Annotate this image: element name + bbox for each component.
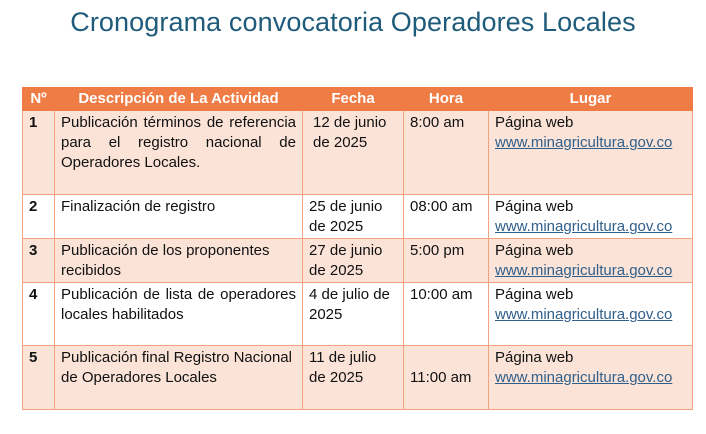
row-place [489,111,693,195]
row-time: 5:00 pm [404,239,489,283]
page-title: Cronograma convocatoria Operadores Locales [70,7,636,37]
website-link[interactable]: www.minagricultura.gov.co [495,262,673,279]
row-date: 11 de julio de 2025 [303,346,404,410]
row-date: 4 de julio de 2025 [303,283,404,346]
row-place [489,346,693,410]
row-description: Finalización de registro [55,195,303,239]
row-place [489,283,693,346]
row-description: Publicación términos de referencia para el registro nacional de Operadores Locales. [55,111,303,195]
table-row [23,346,693,410]
column-header-time: Hora [404,88,489,111]
row-date [303,111,404,195]
cell-spacer [410,348,482,368]
column-header-description: Descripción de La Actividad [55,88,303,111]
row-place-label: Página web [495,198,574,215]
row-time: 8:00 am [404,111,489,195]
table-header-row [23,88,693,111]
row-date: 27 de junio de 2025 [303,239,404,283]
table-row [23,283,693,346]
row-date: 25 de junio de 2025 [303,195,404,239]
row-place-label: Página web [495,349,574,366]
table-row [23,111,693,195]
row-time-text: 11:00 am [410,369,472,386]
website-link[interactable]: www.minagricultura.gov.co [495,306,673,323]
column-header-number: Nº [23,88,55,111]
row-place [489,195,693,239]
table-row [23,195,693,239]
row-date-text: 12 de junio de 2025 [313,114,387,151]
website-link[interactable]: www.minagricultura.gov.co [495,218,673,235]
row-time [404,346,489,410]
row-number: 1 [23,111,55,195]
row-description: Publicación final Registro Nacional de Operadores Locales [55,346,303,410]
column-header-date: Fecha [303,88,404,111]
schedule-table [22,87,693,410]
row-time: 08:00 am [404,195,489,239]
website-link[interactable]: www.minagricultura.gov.co [495,134,673,151]
row-description: Publicación de lista de operadores locales habilitados [55,283,303,346]
website-link[interactable]: www.minagricultura.gov.co [495,369,673,386]
row-place [489,239,693,283]
row-time: 10:00 am [404,283,489,346]
row-place-label: Página web [495,286,574,303]
row-number: 2 [23,195,55,239]
column-header-place: Lugar [489,88,693,111]
row-place-label: Página web [495,242,574,259]
row-number: 4 [23,283,55,346]
row-number: 5 [23,346,55,410]
row-number: 3 [23,239,55,283]
row-place-label: Página web [495,114,574,131]
table-row [23,239,693,283]
row-description: Publicación de los proponentes recibidos [55,239,303,283]
